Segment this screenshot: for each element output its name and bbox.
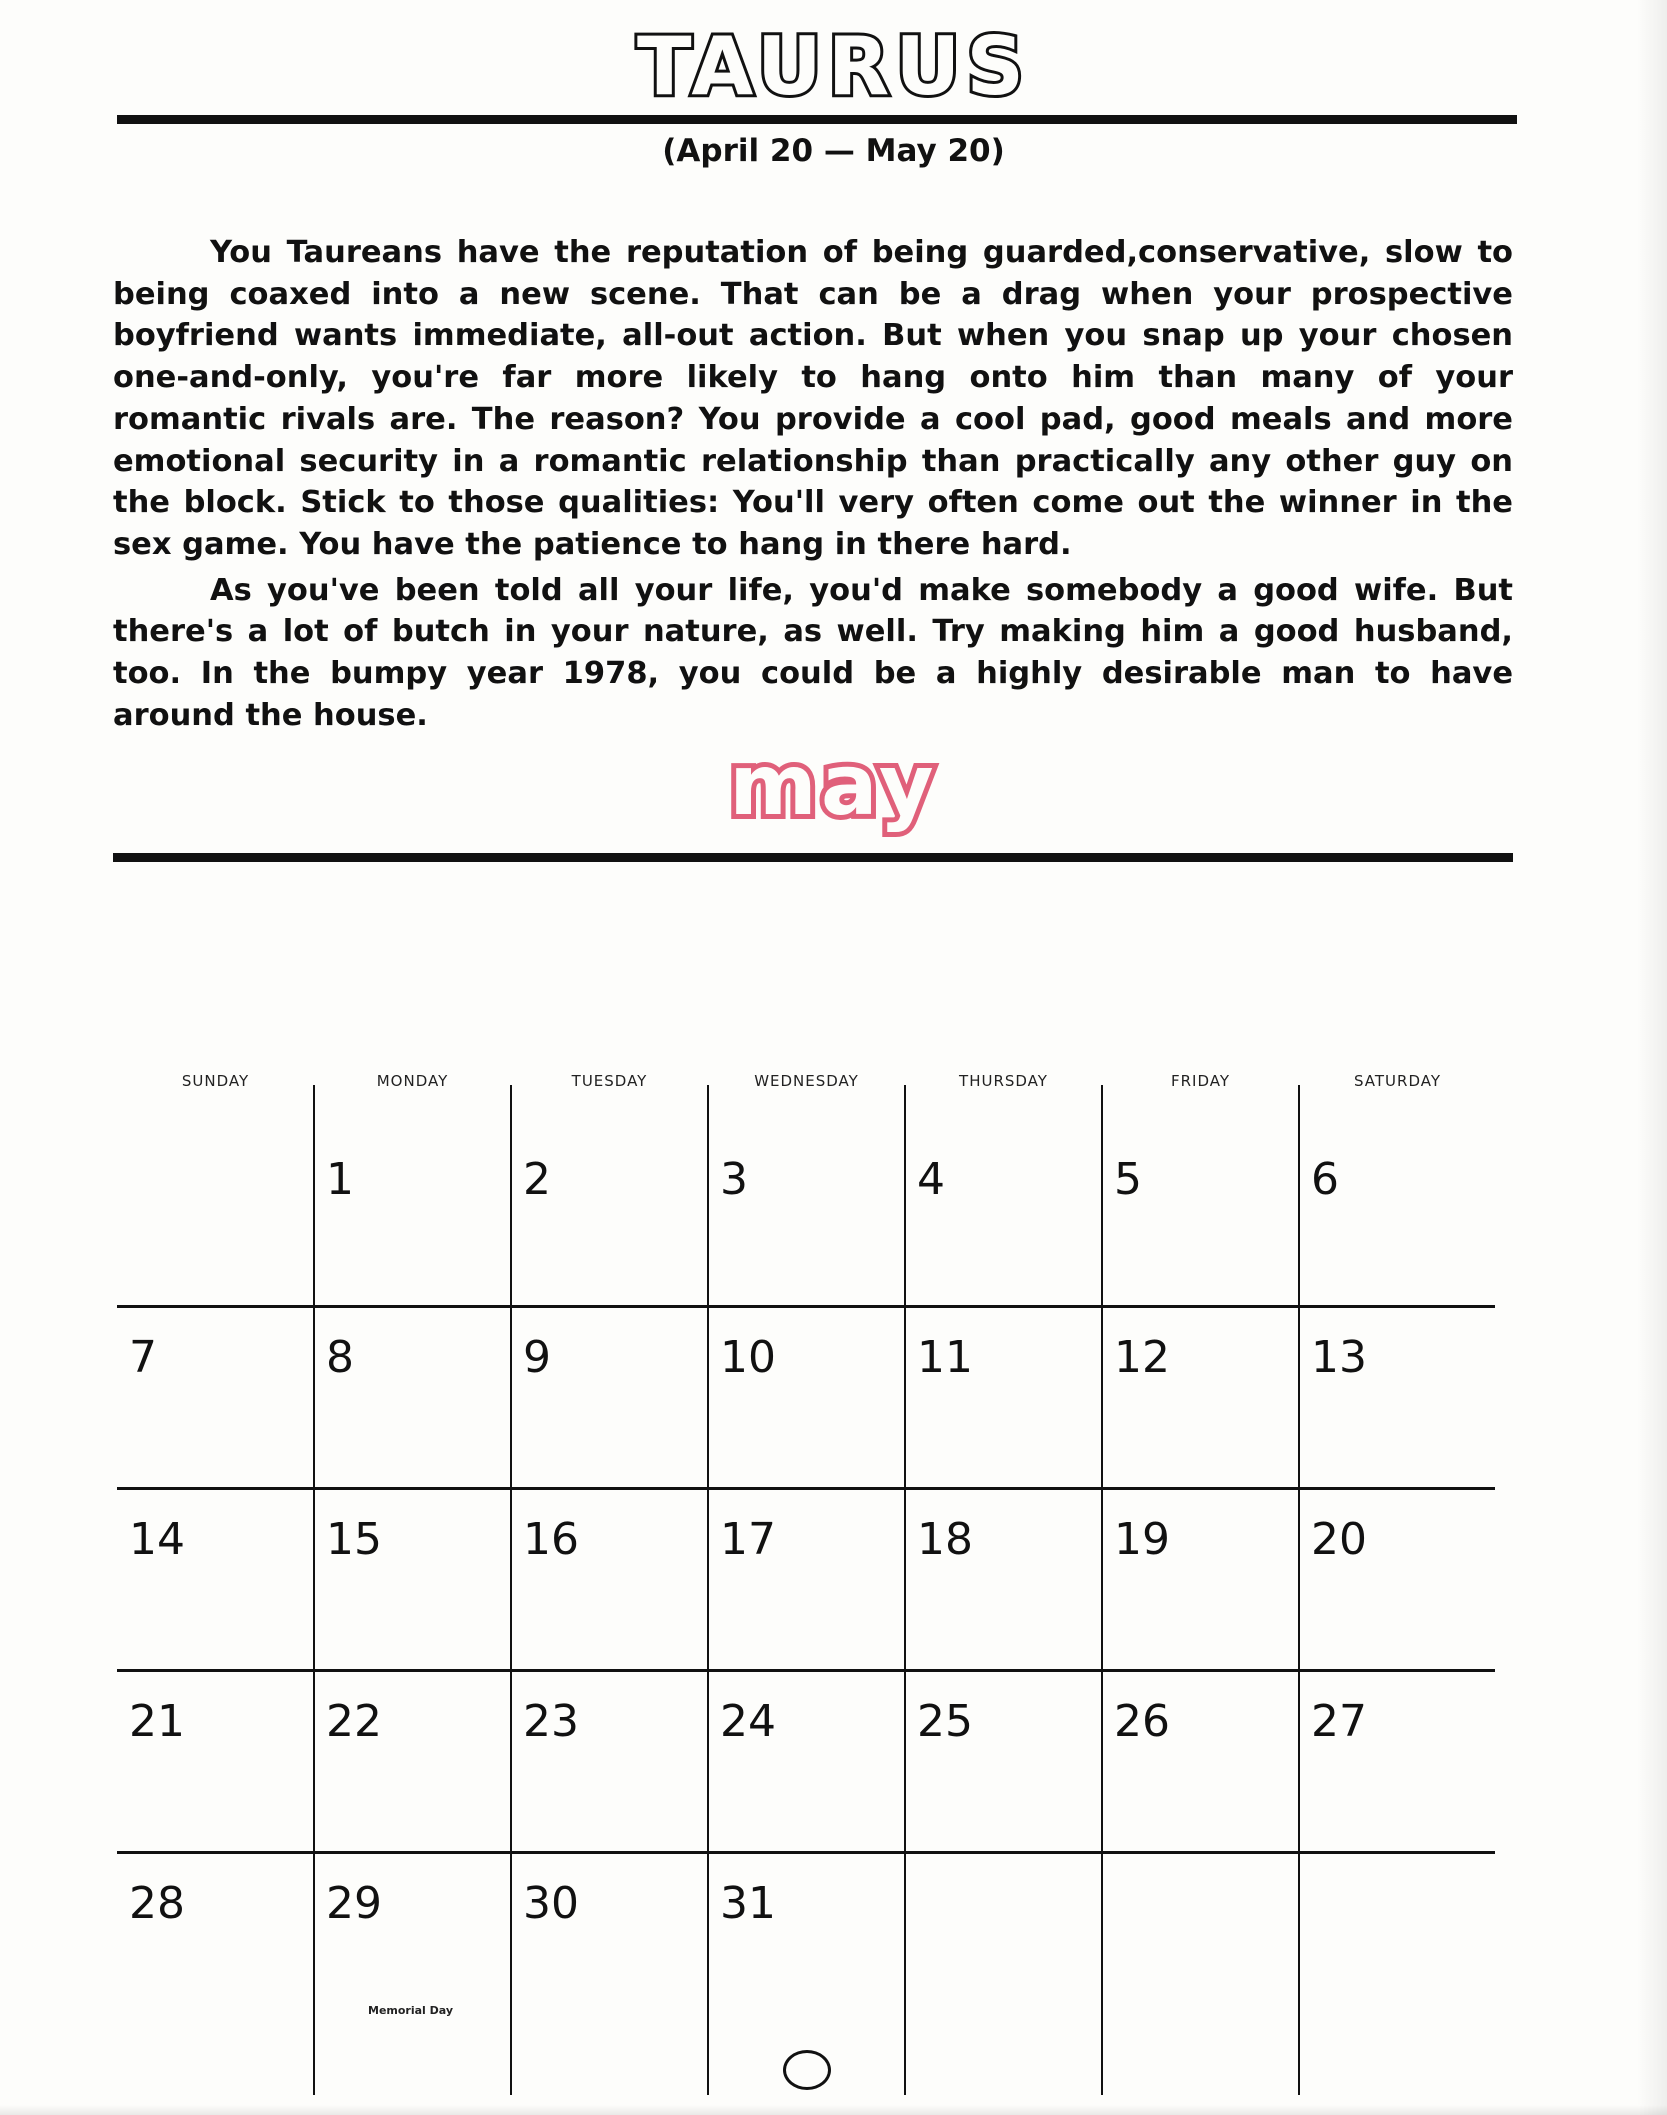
- day-number: 24: [720, 1696, 776, 1747]
- row-divider: [117, 1305, 1495, 1308]
- column-divider: [707, 1085, 709, 2095]
- row-divider: [117, 1669, 1495, 1672]
- column-divider: [313, 1085, 315, 2095]
- column-divider: [1101, 1085, 1103, 2095]
- calendar-grid: [117, 1060, 1495, 2040]
- month-rule: [113, 853, 1513, 862]
- day-number: 2: [523, 1154, 551, 1205]
- page-bottom-edge: [0, 2105, 1667, 2115]
- day-number: 22: [326, 1696, 382, 1747]
- weekday-sunday: SUNDAY: [181, 1072, 250, 1090]
- weekday-monday: MONDAY: [376, 1072, 449, 1090]
- month-title-container: [0, 736, 1667, 834]
- day-number: 15: [326, 1514, 382, 1565]
- day-number: 20: [1311, 1514, 1367, 1565]
- sign-title-container: [0, 22, 1667, 112]
- month-title: may: [729, 736, 938, 834]
- day-number: 23: [523, 1696, 579, 1747]
- day-number: 30: [523, 1878, 579, 1929]
- day-number: 6: [1311, 1154, 1339, 1205]
- day-number: 12: [1114, 1332, 1170, 1383]
- day-number: 9: [523, 1332, 551, 1383]
- day-number: 31: [720, 1878, 776, 1929]
- day-number: 10: [720, 1332, 776, 1383]
- column-divider: [904, 1085, 906, 2095]
- weekday-friday: FRIDAY: [1170, 1072, 1231, 1090]
- weekday-wednesday: WEDNESDAY: [754, 1072, 859, 1090]
- column-divider: [1298, 1085, 1300, 2095]
- day-number: 5: [1114, 1154, 1142, 1205]
- day-number: 21: [129, 1696, 185, 1747]
- day-number: 16: [523, 1514, 579, 1565]
- day-number: 13: [1311, 1332, 1367, 1383]
- row-divider: [117, 1851, 1495, 1854]
- day-number: 11: [917, 1332, 973, 1383]
- weekday-tuesday: TUESDAY: [571, 1072, 648, 1090]
- day-number: 26: [1114, 1696, 1170, 1747]
- day-number: 28: [129, 1878, 185, 1929]
- day-number: 25: [917, 1696, 973, 1747]
- day-number: 4: [917, 1154, 945, 1205]
- row-divider: [117, 1487, 1495, 1490]
- day-number: 14: [129, 1514, 185, 1565]
- day-number: 27: [1311, 1696, 1367, 1747]
- day-number: 3: [720, 1154, 748, 1205]
- horoscope-paragraph-2: As you've been told all your life, you'd make somebody a good wife. But there's a lot of butch in your nature, as well. Try making him a good husband, too. In the bumpy year 1978, you could be a highly desirable man to have around the house.: [113, 572, 1513, 733]
- day-number: 1: [326, 1154, 354, 1205]
- column-divider: [510, 1085, 512, 2095]
- day-number: 8: [326, 1332, 354, 1383]
- weekday-saturday: SATURDAY: [1353, 1072, 1441, 1090]
- day-number: 7: [129, 1332, 157, 1383]
- page-edge-shadow: [1637, 0, 1667, 2115]
- top-rule: [117, 115, 1517, 124]
- holiday-note: Memorial Day: [368, 2004, 454, 2017]
- day-number: 17: [720, 1514, 776, 1565]
- horoscope-text: [113, 232, 1513, 740]
- day-number: 29: [326, 1878, 382, 1929]
- sign-title: TAURUS: [637, 20, 1030, 113]
- day-number: 18: [917, 1514, 973, 1565]
- date-range: (April 20 — May 20): [662, 133, 1005, 169]
- day-number: 19: [1114, 1514, 1170, 1565]
- horoscope-paragraph-1: You Taureans have the reputation of being guarded,conservative, slow to being coaxed into a new scene. That can be a drag when your prospective boyfriend wants immediate, all-out action. But when you snap up your chosen one-and-only, you're far more likely to hang onto him than many of your romantic rivals are. The reason? You provide a cool pad, good meals and more emotional security in a romantic relationship than practically any other guy on the block. Stick to those qualities: You'll very often come out the winner in the sex game. You have the patience to hang in there hard.: [113, 235, 1513, 562]
- hanging-hole: [783, 2050, 831, 2090]
- weekday-thursday: THURSDAY: [959, 1072, 1048, 1090]
